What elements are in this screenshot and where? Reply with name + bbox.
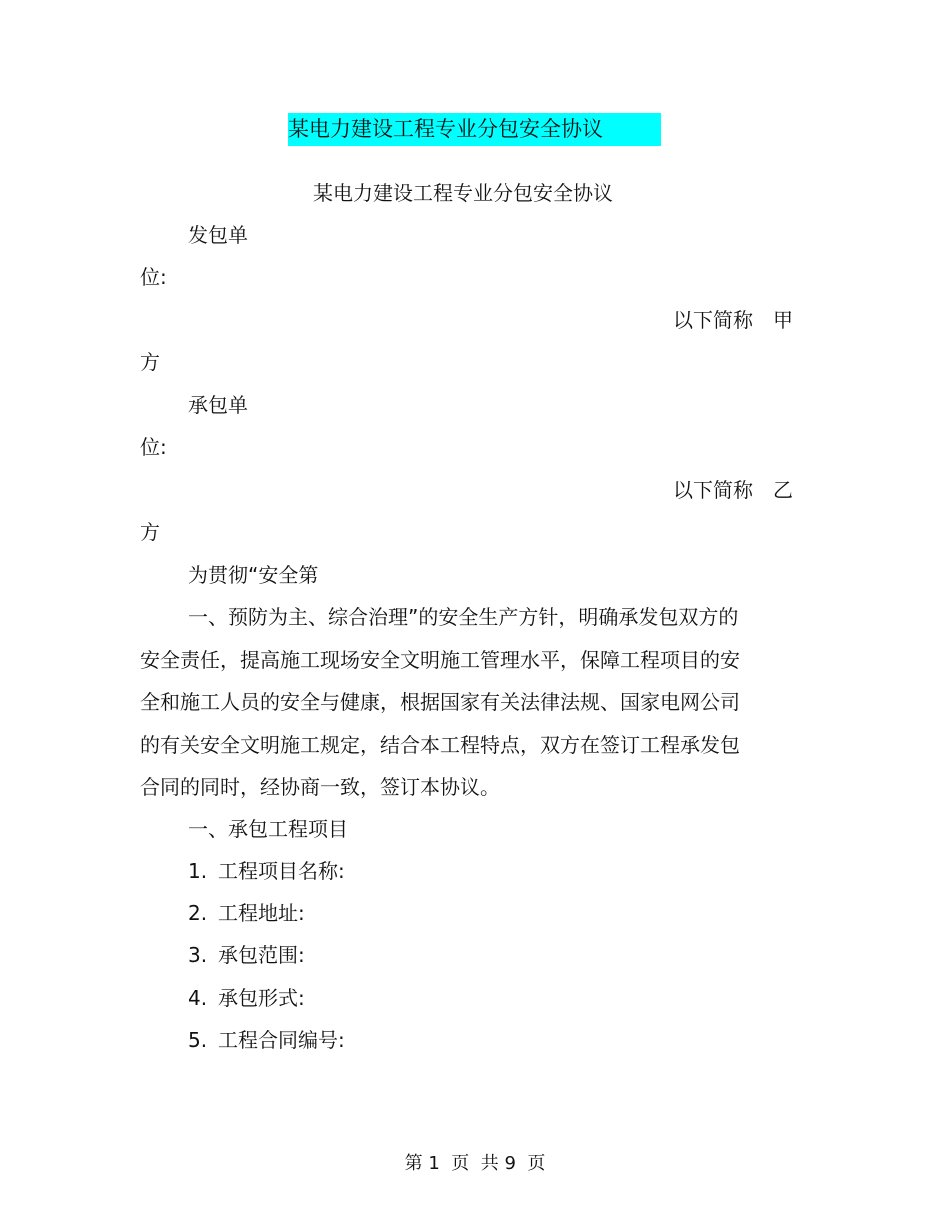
list-item-text: 承包形式: [218, 986, 305, 1010]
list-item-text: 工程地址: [218, 901, 305, 925]
party-b-ref-end: 方 [140, 520, 160, 544]
paragraph-line: 一、预防为主、综合治理”的安全生产方针，明确承发包双方的 [188, 605, 739, 629]
list-item-number: 3. [188, 943, 208, 967]
paragraph-line: 安全责任，提高施工现场安全文明施工管理水平，保障工程项目的安 [140, 648, 740, 672]
party-b-label: 承包单 [188, 393, 248, 417]
paragraph-line: 的有关安全文明施工规定，结合本工程特点，双方在签订工程承发包 [140, 733, 740, 757]
party-a-ref-end: 方 [140, 350, 160, 374]
list-item-text: 承包范围: [218, 943, 305, 967]
list-item-number: 4. [188, 986, 208, 1010]
list-item [188, 858, 345, 884]
party-a-label: 发包单 [188, 223, 248, 247]
document-title: 某电力建设工程专业分包安全协议 [313, 181, 613, 205]
party-a-label-end: 位: [140, 265, 167, 289]
paragraph-line: 全和施工人员的安全与健康，根据国家有关法律法规、国家电网公司 [140, 690, 740, 714]
page-footer: 第 1 页 共 9 页 [404, 1153, 546, 1174]
list-item-text: 工程合同编号: [218, 1028, 345, 1052]
list-item-number: 1. [188, 859, 208, 883]
list-item-number: 2. [188, 901, 208, 925]
party-b-ref: 以下简称 乙 [673, 478, 793, 502]
list-item [188, 900, 305, 926]
intro-paragraph-start: 为贯彻“安全第 [188, 563, 319, 587]
section-heading: 一、承包工程项目 [188, 817, 348, 841]
banner-title: 某电力建设工程专业分包安全协议 [288, 117, 603, 141]
list-item [188, 1027, 345, 1053]
list-item [188, 942, 305, 968]
paragraph-line: 合同的同时，经协商一致，签订本协议。 [140, 775, 500, 799]
list-item [188, 985, 305, 1011]
party-b-label-end: 位: [140, 435, 167, 459]
list-item-number: 5. [188, 1028, 208, 1052]
list-item-text: 工程项目名称: [218, 859, 345, 883]
party-a-ref: 以下简称 甲 [673, 308, 793, 332]
